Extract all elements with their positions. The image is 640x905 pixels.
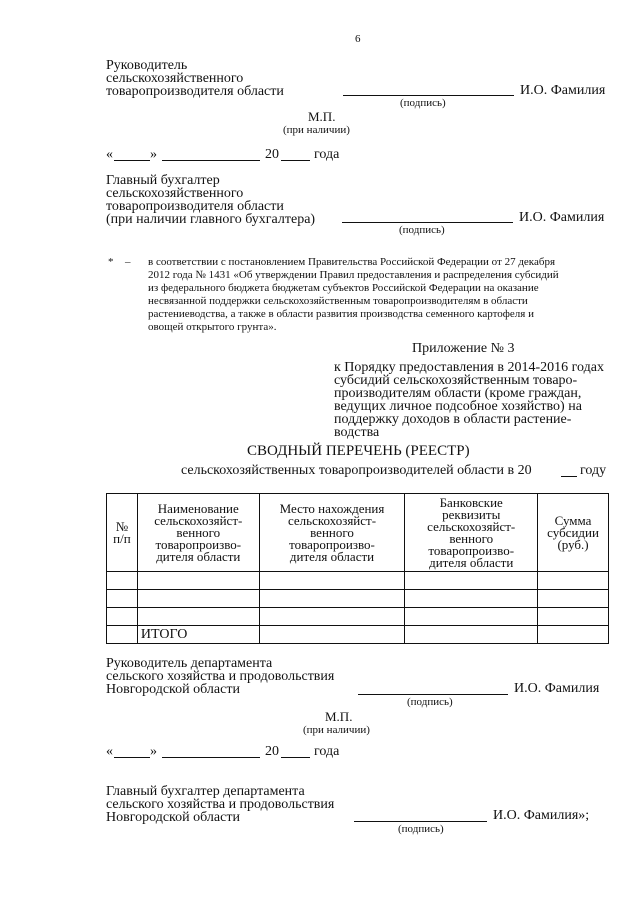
dept-accountant-title-line: сельского хозяйства и продовольствия xyxy=(106,797,335,812)
head-department-signature-caption: (подпись) xyxy=(407,696,453,708)
header-line: Банковские xyxy=(439,494,503,510)
date-year-suffix: года xyxy=(314,744,340,759)
registry-year-line xyxy=(561,476,577,477)
dept-accountant-title-line: Главный бухгалтер департамента xyxy=(106,784,305,799)
header-line: товаропроизво- xyxy=(155,536,242,552)
header-line: реквизиты xyxy=(442,506,501,522)
table-total-row xyxy=(107,626,609,644)
footnote-line: в соответствии с постановлением Правительства Российской Федерации от 27 декабря xyxy=(148,256,556,268)
header-line: венного xyxy=(310,524,354,540)
dept-accountant-signature-caption: (подпись) xyxy=(398,823,444,835)
head-department-name: И.О. Фамилия xyxy=(514,681,600,696)
table-cell xyxy=(107,626,138,644)
date-year-suffix: года xyxy=(314,147,340,162)
footnote-line: растениеводства, а также в области развития производства семенного картофеля и xyxy=(148,308,534,320)
date-day-line xyxy=(114,160,150,161)
date-close-quote: » xyxy=(150,147,157,162)
table-cell xyxy=(137,608,259,626)
footnote-line: из федерального бюджета бюджетам субъектов Российской Федерации на оказание xyxy=(148,282,539,294)
head-producer-title-line: товаропроизводителя области xyxy=(106,84,284,99)
date-open-quote: « xyxy=(106,744,113,759)
head-department-signature-line xyxy=(358,694,508,695)
table-header-row xyxy=(107,494,609,572)
appendix-line: поддержку доходов в области растение- xyxy=(334,412,572,427)
date-year-line xyxy=(281,160,310,161)
table-cell xyxy=(538,608,609,626)
dept-accountant-title xyxy=(106,785,334,824)
head-producer-title xyxy=(106,59,284,98)
chief-accountant-title xyxy=(106,174,315,226)
chief-accountant-name: И.О. Фамилия xyxy=(519,210,605,225)
chief-accountant-title-line: сельскохозяйственного xyxy=(106,186,244,201)
header-line: п/п xyxy=(113,530,131,546)
dept-accountant-title-line: Новгородской области xyxy=(106,810,240,825)
date-open-quote: « xyxy=(106,147,113,162)
date-month-line xyxy=(162,757,260,758)
stamp-note: (при наличии) xyxy=(283,124,350,136)
total-label: ИТОГО xyxy=(137,626,259,644)
date-month-line xyxy=(162,160,260,161)
appendix-line: производителям области (кроме граждан, xyxy=(334,386,582,401)
header-number xyxy=(107,494,138,572)
head-producer-signature-caption: (подпись) xyxy=(400,97,446,109)
header-name xyxy=(137,494,259,572)
table-cell xyxy=(405,626,538,644)
header-line: сельскохозяйст- xyxy=(154,512,243,528)
header-location xyxy=(259,494,405,572)
footnote-line: 2012 года № 1431 «Об утверждении Правил предоставления и распределения субсидий xyxy=(148,269,559,281)
header-line: венного xyxy=(449,530,494,546)
table-cell xyxy=(107,608,138,626)
table-cell xyxy=(137,572,259,590)
footnote-line: несвязанной поддержки сельскохозяйственным товаропроизводителям в области xyxy=(148,295,528,307)
header-line: Сумма xyxy=(554,512,592,528)
appendix-title: Приложение № 3 xyxy=(412,341,515,356)
appendix-line: водства xyxy=(334,425,380,440)
registry-subtitle-suffix: году xyxy=(580,463,607,478)
stamp-note: (при наличии) xyxy=(303,724,370,736)
table-cell xyxy=(538,572,609,590)
table-cell xyxy=(538,590,609,608)
head-producer-title-line: Руководитель xyxy=(106,58,188,73)
date-year-prefix: 20 xyxy=(265,147,279,162)
registry-subtitle-prefix: сельскохозяйственных товаропроизводителей области в 20 xyxy=(181,463,532,478)
appendix-line: субсидий сельскохозяйственным товаро- xyxy=(334,373,578,388)
header-bank-details xyxy=(405,494,538,572)
head-producer-signature-line xyxy=(343,95,514,96)
chief-accountant-title-line: (при наличии главного бухгалтера) xyxy=(106,212,316,227)
stamp-label: М.П. xyxy=(308,109,336,124)
table-cell xyxy=(259,626,405,644)
dept-accountant-name: И.О. Фамилия»; xyxy=(493,808,590,823)
table-row xyxy=(107,608,609,626)
stamp-label: М.П. xyxy=(325,709,353,724)
footnote-marker: * xyxy=(108,256,114,268)
head-department-title-line: Новгородской области xyxy=(106,682,240,697)
table-cell xyxy=(259,590,405,608)
table-row xyxy=(107,572,609,590)
table-cell xyxy=(538,626,609,644)
chief-accountant-signature-line xyxy=(342,222,513,223)
head-department-title-line: сельского хозяйства и продовольствия xyxy=(106,669,335,684)
table-cell xyxy=(405,590,538,608)
date-year-prefix: 20 xyxy=(265,744,279,759)
appendix-line: ведущих личное подсобное хозяйство) на xyxy=(334,399,582,414)
header-line: товаропроизво- xyxy=(428,542,515,558)
header-line: № xyxy=(115,518,129,534)
head-producer-name: И.О. Фамилия xyxy=(520,83,606,98)
table-cell xyxy=(259,572,405,590)
date-close-quote: » xyxy=(150,744,157,759)
header-line: (руб.) xyxy=(557,536,589,552)
header-line: сельскохозяйст- xyxy=(287,512,377,528)
head-producer-title-line: сельскохозяйственного xyxy=(106,71,244,86)
header-line: товаропроизво- xyxy=(289,536,375,552)
footnote-dash: – xyxy=(125,256,131,268)
table-cell xyxy=(107,590,138,608)
registry-title: СВОДНЫЙ ПЕРЕЧЕНЬ (РЕЕСТР) xyxy=(247,443,470,459)
table-cell xyxy=(137,590,259,608)
dept-accountant-signature-line xyxy=(354,821,487,822)
header-line: дителя области xyxy=(289,548,375,564)
head-department-title-line: Руководитель департамента xyxy=(106,656,273,671)
appendix-line: к Порядку предоставления в 2014-2016 годах xyxy=(334,360,604,375)
header-line: Место нахождения xyxy=(279,500,385,516)
footnote-line: овощей открытого грунта». xyxy=(148,321,277,333)
header-line: дителя области xyxy=(156,548,241,564)
date-day-line xyxy=(114,757,150,758)
footnote-text xyxy=(148,256,608,334)
page-number: 6 xyxy=(355,33,361,45)
header-line: сельскохозяйст- xyxy=(427,518,516,534)
registry-table xyxy=(106,493,609,644)
header-subsidy-amount xyxy=(538,494,609,572)
head-department-title xyxy=(106,657,334,696)
table-cell xyxy=(259,608,405,626)
header-line: субсидии xyxy=(547,524,599,540)
header-line: венного xyxy=(176,524,221,540)
table-cell xyxy=(107,572,138,590)
header-line: Наименование xyxy=(157,500,239,516)
table-cell xyxy=(405,608,538,626)
header-line: дителя области xyxy=(429,554,514,570)
date-year-line xyxy=(281,757,310,758)
chief-accountant-title-line: товаропроизводителя области xyxy=(106,199,284,214)
chief-accountant-signature-caption: (подпись) xyxy=(399,224,445,236)
appendix-text xyxy=(334,361,604,439)
chief-accountant-title-line: Главный бухгалтер xyxy=(106,173,220,188)
table-cell xyxy=(405,572,538,590)
table-row xyxy=(107,590,609,608)
